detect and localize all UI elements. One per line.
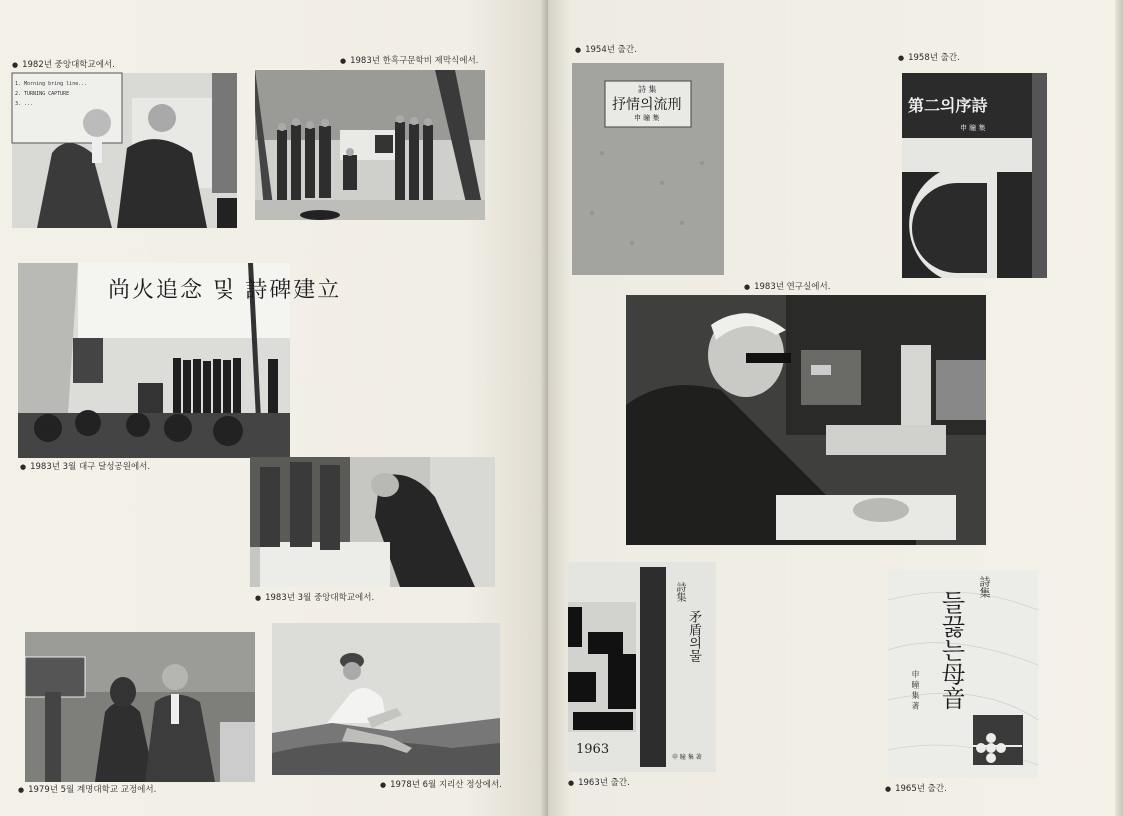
caption-1983-office: ● 1983년 연구실에서.: [744, 282, 831, 292]
caption-1983-monument: ● 1983년 한흑구문학비 제막식에서.: [340, 56, 479, 66]
bullet-icon: ●: [744, 283, 751, 291]
caption-1983-chungang-march: ● 1983년 3월 중앙대학교에서.: [255, 593, 375, 603]
book-cover-1958: [902, 73, 1047, 278]
caption-1982-chungang: ● 1982년 중앙대학교에서.: [12, 60, 115, 70]
bullet-icon: ●: [898, 54, 905, 62]
photo-lecture-room: [12, 73, 237, 228]
bullet-icon: ●: [20, 463, 27, 471]
bullet-icon: ●: [12, 61, 19, 69]
caption-1965-published: ● 1965년 출간.: [885, 784, 947, 794]
book-cover-1963: [568, 562, 716, 772]
caption-1979-keimyung: ● 1979년 5월 계명대학교 교정에서.: [18, 785, 157, 795]
photo-monument-group: [255, 70, 485, 220]
caption-1958-published: ● 1958년 출간.: [898, 53, 960, 63]
bullet-icon: ●: [380, 781, 387, 789]
caption-1978-jirisan: ● 1978년 6월 지리산 정상에서.: [380, 780, 502, 790]
bullet-icon: ●: [575, 46, 582, 54]
photo-campus-couple: [25, 632, 255, 782]
book1-series: 詩 集: [638, 85, 657, 94]
photo-ceremony-banner: [18, 263, 342, 458]
book2-author: 申 瞳 集: [960, 124, 986, 132]
book3-author: 申 瞳 集 著: [672, 754, 702, 761]
caption-1954-published: ● 1954년 출간.: [575, 45, 637, 55]
bullet-icon: ●: [18, 786, 25, 794]
bullet-icon: ●: [255, 594, 262, 602]
book4-author: 申 瞳 集 著: [911, 670, 920, 710]
book4-title: 들끓는母音: [937, 590, 965, 710]
caption-1963-published: ● 1963년 출간.: [568, 778, 630, 788]
book3-year: 1963: [576, 742, 610, 757]
book4-series: 詩集: [978, 576, 991, 598]
right-page: [548, 0, 1123, 816]
photo-office-writing: [626, 295, 986, 545]
blackboard-writing: 1. Morning bring line... 2. TURNING CAPTURE 3. ...: [15, 81, 88, 107]
book-cover-1965: [888, 570, 1038, 778]
book1-author: 申 瞳 集: [634, 114, 660, 122]
bullet-icon: ●: [885, 785, 892, 793]
book3-title: 矛盾의물: [686, 610, 701, 662]
page-edge: [1115, 0, 1123, 816]
book1-title: 抒情의流刑: [612, 97, 682, 113]
book2-title: 第二의序詩: [908, 96, 988, 115]
book-cover-1954: [572, 63, 724, 275]
banner-text: 尚火追念 및 詩碑建立: [108, 278, 342, 303]
bullet-icon: ●: [340, 57, 347, 65]
caption-1983-daegu: ● 1983년 3월 대구 달성공원에서.: [20, 462, 151, 472]
book3-series: 詩集: [674, 582, 685, 602]
bullet-icon: ●: [568, 779, 575, 787]
photo-mountain-summit: [272, 623, 500, 775]
left-page: [0, 0, 548, 816]
photo-signing: [250, 457, 495, 587]
